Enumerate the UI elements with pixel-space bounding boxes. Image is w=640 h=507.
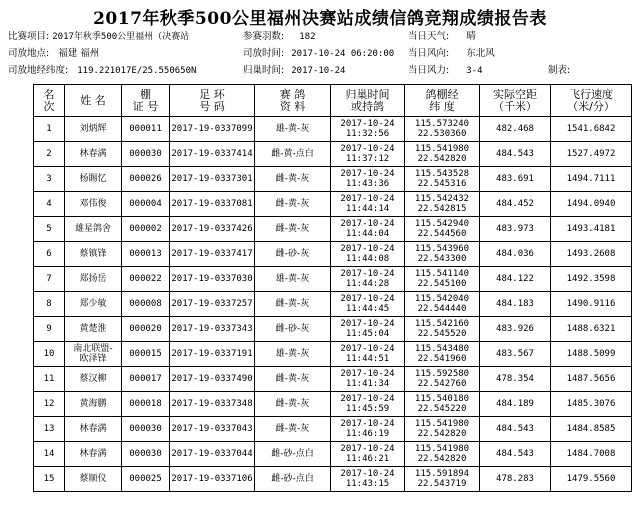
name-cell: 林春满 — [65, 442, 122, 467]
loft-coordinates-cell — [405, 292, 480, 317]
ring-number-cell: 2017-19-0337301 — [170, 167, 255, 192]
table-row — [34, 167, 632, 192]
return-date: 2017-10-24 — [340, 219, 395, 229]
table-row — [34, 417, 632, 442]
speed-cell: 1494.0940 — [551, 192, 632, 217]
rank-cell: 8 — [34, 292, 65, 317]
loft-latitude: 22.542815 — [417, 204, 467, 214]
return-time — [243, 65, 345, 77]
loft-longitude: 115.542940 — [414, 219, 470, 229]
speed-cell: 1490.9116 — [551, 292, 632, 317]
speed-cell: 1494.7111 — [551, 167, 632, 192]
name-cell: 杨賜忆 — [65, 167, 122, 192]
speed-cell: 1488.6321 — [551, 317, 632, 342]
table-row — [34, 342, 632, 367]
loft-coordinates-cell — [405, 342, 480, 367]
race-item-label: 比赛项目: — [8, 31, 50, 42]
wind-direction-value: 东北风 — [466, 48, 495, 59]
loft-latitude: 22.544560 — [417, 229, 467, 239]
loft-latitude: 22.543719 — [417, 479, 467, 489]
return-date: 2017-10-24 — [340, 369, 395, 379]
loft-latitude: 22.545520 — [417, 329, 467, 339]
header-coordinates: 鸽棚经 纬 度 — [405, 85, 480, 117]
header-distance: 实际空距 （千米） — [480, 85, 551, 117]
ring-number-cell: 2017-19-0337099 — [170, 117, 255, 142]
loft-coordinates-cell — [405, 317, 480, 342]
wind-direction — [408, 48, 495, 60]
loft-longitude: 115.542160 — [414, 319, 470, 329]
loft-longitude: 115.541980 — [414, 444, 470, 454]
entries-label: 参赛羽数: — [243, 31, 285, 42]
ring-number-cell: 2017-19-0337417 — [170, 242, 255, 267]
wind-direction-label: 当日风向: — [408, 48, 450, 59]
speed-cell: 1488.5099 — [551, 342, 632, 367]
member-id-cell: 000030 — [122, 417, 170, 442]
wind-force — [408, 65, 483, 77]
distance-cell: 484.543 — [480, 417, 551, 442]
member-id-cell: 000008 — [122, 292, 170, 317]
name-cell: 邓伟俊 — [65, 192, 122, 217]
return-clock: 11:45:59 — [345, 404, 390, 414]
member-id-cell: 000013 — [122, 242, 170, 267]
loft-coordinates-cell — [405, 392, 480, 417]
return-date: 2017-10-24 — [340, 269, 395, 279]
return-date: 2017-10-24 — [340, 444, 395, 454]
name-cell: 蔡镇锋 — [65, 242, 122, 267]
entries — [243, 31, 316, 43]
table-row — [34, 317, 632, 342]
loft-longitude: 115.541980 — [414, 419, 470, 429]
return-clock: 11:44:45 — [345, 304, 390, 314]
loft-coordinates-cell — [405, 167, 480, 192]
name-cell: 雄星鸽舍 — [65, 217, 122, 242]
return-date: 2017-10-24 — [340, 319, 395, 329]
release-place-label: 司放地点: — [8, 48, 50, 59]
bird-info-cell: 雌-砂-点白 — [255, 442, 331, 467]
distance-cell: 484.036 — [480, 242, 551, 267]
release-time-label: 司放时间: — [243, 48, 285, 59]
loft-longitude: 115.591894 — [414, 469, 470, 479]
loft-latitude: 22.541960 — [417, 354, 467, 364]
return-time-cell — [331, 417, 405, 442]
table-row — [34, 467, 632, 492]
return-time-cell — [331, 367, 405, 392]
ring-number-cell: 2017-19-0337343 — [170, 317, 255, 342]
loft-coordinates-cell — [405, 417, 480, 442]
table-row — [34, 192, 632, 217]
ring-number-cell: 2017-19-0337257 — [170, 292, 255, 317]
release-time-value: 2017-10-24 06:20:00 — [291, 49, 395, 59]
return-date: 2017-10-24 — [340, 469, 395, 479]
table-row — [34, 392, 632, 417]
name-cell: 黄海鹏 — [65, 392, 122, 417]
ring-number-cell: 2017-19-0337490 — [170, 367, 255, 392]
return-time-cell — [331, 267, 405, 292]
page-title: 2017年秋季500公里福州决赛站成绩信鸽竞翔成绩报告表 — [93, 9, 547, 29]
rank-cell: 5 — [34, 217, 65, 242]
speed-cell: 1479.5560 — [551, 467, 632, 492]
release-coordinates-value: 119.221017E/25.550650N — [77, 66, 197, 76]
table-row — [34, 242, 632, 267]
return-date: 2017-10-24 — [340, 344, 395, 354]
rank-cell: 1 — [34, 117, 65, 142]
member-id-cell: 000025 — [122, 467, 170, 492]
loft-longitude: 115.540180 — [414, 394, 470, 404]
rank-cell: 10 — [34, 342, 65, 367]
member-id-cell: 000030 — [122, 142, 170, 167]
return-clock: 11:46:19 — [345, 429, 390, 439]
name-cell: 林春满 — [65, 417, 122, 442]
rank-cell: 7 — [34, 267, 65, 292]
ring-number-cell: 2017-19-0337106 — [170, 467, 255, 492]
return-clock: 11:43:15 — [345, 479, 390, 489]
return-date: 2017-10-24 — [340, 394, 395, 404]
prepared-by — [548, 65, 570, 77]
return-date: 2017-10-24 — [340, 194, 395, 204]
loft-latitude: 22.542820 — [417, 454, 467, 464]
ring-number-cell: 2017-19-0337348 — [170, 392, 255, 417]
loft-latitude: 22.542760 — [417, 379, 467, 389]
return-time-cell — [331, 142, 405, 167]
speed-cell: 1484.7008 — [551, 442, 632, 467]
loft-latitude: 22.542820 — [417, 429, 467, 439]
return-time-cell — [331, 392, 405, 417]
header-bird: 赛 鸽 资 料 — [255, 85, 331, 117]
distance-cell: 484.189 — [480, 392, 551, 417]
return-time-cell — [331, 117, 405, 142]
table-row — [34, 142, 632, 167]
ring-number-cell: 2017-19-0337426 — [170, 217, 255, 242]
header-name: 姓 名 — [65, 85, 122, 117]
ring-number-cell: 2017-19-0337414 — [170, 142, 255, 167]
header-return-time: 归巢时间 或持鸽 — [331, 85, 405, 117]
return-clock: 11:45:04 — [345, 329, 390, 339]
bird-info-cell: 雌-黄-灰 — [255, 292, 331, 317]
bird-info-cell: 雄-黄-灰 — [255, 267, 331, 292]
weather-value: 晴 — [466, 31, 476, 42]
speed-cell: 1493.2608 — [551, 242, 632, 267]
rank-cell: 3 — [34, 167, 65, 192]
return-time-cell — [331, 442, 405, 467]
speed-cell: 1541.6842 — [551, 117, 632, 142]
table-row — [34, 442, 632, 467]
distance-cell: 483.926 — [480, 317, 551, 342]
wind-force-value: 3-4 — [466, 66, 483, 76]
member-id-cell: 000030 — [122, 442, 170, 467]
ring-number-cell: 2017-19-0337191 — [170, 342, 255, 367]
bird-info-cell: 雌-黄-灰 — [255, 192, 331, 217]
member-id-cell: 000002 — [122, 217, 170, 242]
return-time-cell — [331, 217, 405, 242]
bird-info-cell: 雄-黄-灰 — [255, 342, 331, 367]
return-date: 2017-10-24 — [340, 419, 395, 429]
release-time — [243, 48, 394, 60]
member-id-cell: 000015 — [122, 342, 170, 367]
wind-force-label: 当日风力: — [408, 65, 450, 76]
member-id-cell: 000018 — [122, 392, 170, 417]
return-date: 2017-10-24 — [340, 119, 395, 129]
ring-number-cell: 2017-19-0337043 — [170, 417, 255, 442]
member-id-cell: 000011 — [122, 117, 170, 142]
bird-info-cell: 雌-黄-灰 — [255, 217, 331, 242]
bird-info-cell: 雌-黄-灰 — [255, 167, 331, 192]
return-clock: 11:41:34 — [345, 379, 390, 389]
loft-longitude: 115.543960 — [414, 244, 470, 254]
name-cell: 蔡汉柳 — [65, 367, 122, 392]
member-id-cell: 000022 — [122, 267, 170, 292]
race-item-value: 2017年秋季500公里福州（决赛站 — [52, 32, 190, 42]
loft-coordinates-cell — [405, 192, 480, 217]
return-date: 2017-10-24 — [340, 169, 395, 179]
loft-latitude: 22.545100 — [417, 279, 467, 289]
return-time-cell — [331, 467, 405, 492]
rank-cell: 13 — [34, 417, 65, 442]
loft-longitude: 115.542432 — [414, 194, 470, 204]
rank-cell: 14 — [34, 442, 65, 467]
header-row — [34, 85, 632, 117]
header-member: 棚 证 号 — [122, 85, 170, 117]
name-cell: 黄楚淮 — [65, 317, 122, 342]
member-id-cell: 000004 — [122, 192, 170, 217]
distance-cell: 484.543 — [480, 442, 551, 467]
distance-cell: 483.973 — [480, 217, 551, 242]
loft-latitude: 22.543300 — [417, 254, 467, 264]
distance-cell: 483.691 — [480, 167, 551, 192]
header-ring: 足 环 号 码 — [170, 85, 255, 117]
member-id-cell: 000020 — [122, 317, 170, 342]
distance-cell: 484.122 — [480, 267, 551, 292]
member-id-cell: 000017 — [122, 367, 170, 392]
release-coordinates — [8, 65, 196, 77]
loft-latitude: 22.530360 — [417, 129, 467, 139]
bird-info-cell: 雌-砂-灰 — [255, 242, 331, 267]
release-coordinates-label: 司放地经纬度: — [8, 65, 69, 76]
loft-coordinates-cell — [405, 267, 480, 292]
speed-cell: 1487.5656 — [551, 367, 632, 392]
table-row — [34, 292, 632, 317]
loft-longitude: 115.592580 — [414, 369, 470, 379]
release-place-value: 福建 福州 — [58, 48, 100, 59]
name-line: 南北联盟- — [73, 344, 113, 354]
table-row — [34, 267, 632, 292]
ring-number-cell: 2017-19-0337044 — [170, 442, 255, 467]
loft-longitude: 115.543480 — [414, 344, 470, 354]
loft-coordinates-cell — [405, 142, 480, 167]
header-speed: 飞行速度 （米/分） — [551, 85, 632, 117]
return-date: 2017-10-24 — [340, 294, 395, 304]
distance-cell: 484.452 — [480, 192, 551, 217]
prepared-by-label: 制表: — [548, 65, 571, 76]
distance-cell: 482.468 — [480, 117, 551, 142]
loft-latitude: 22.542820 — [417, 154, 467, 164]
return-time-cell — [331, 242, 405, 267]
results-body — [34, 117, 632, 492]
speed-cell: 1493.4181 — [551, 217, 632, 242]
distance-cell: 483.567 — [480, 342, 551, 367]
return-clock: 11:44:04 — [345, 229, 390, 239]
results-table — [33, 84, 632, 492]
rank-cell: 6 — [34, 242, 65, 267]
return-clock: 11:44:08 — [345, 254, 390, 264]
table-row — [34, 367, 632, 392]
return-time-value: 2017-10-24 — [291, 66, 346, 76]
distance-cell: 484.183 — [480, 292, 551, 317]
weather-label: 当日天气: — [408, 31, 450, 42]
loft-longitude: 115.542040 — [414, 294, 470, 304]
bird-info-cell: 雌-黄-灰 — [255, 417, 331, 442]
return-time-cell — [331, 292, 405, 317]
speed-cell: 1492.3598 — [551, 267, 632, 292]
name-cell: 郑少敏 — [65, 292, 122, 317]
loft-latitude: 22.544440 — [417, 304, 467, 314]
bird-info-cell: 雄-黄-灰 — [255, 117, 331, 142]
return-clock: 11:32:56 — [345, 129, 390, 139]
return-clock: 11:44:51 — [345, 354, 390, 364]
return-clock: 11:43:36 — [345, 179, 390, 189]
weather — [408, 31, 476, 43]
distance-cell: 478.354 — [480, 367, 551, 392]
ring-number-cell: 2017-19-0337081 — [170, 192, 255, 217]
name-line: 欧泽锋 — [79, 354, 107, 364]
loft-coordinates-cell — [405, 467, 480, 492]
speed-cell: 1527.4972 — [551, 142, 632, 167]
name-cell: 郑扬岳 — [65, 267, 122, 292]
return-clock: 11:46:21 — [345, 454, 390, 464]
return-clock: 11:44:14 — [345, 204, 390, 214]
return-time-cell — [331, 342, 405, 367]
ring-number-cell: 2017-19-0337030 — [170, 267, 255, 292]
rank-cell: 4 — [34, 192, 65, 217]
loft-coordinates-cell — [405, 442, 480, 467]
bird-info-cell: 雌-黄-点白 — [255, 142, 331, 167]
loft-longitude: 115.541980 — [414, 144, 470, 154]
return-clock: 11:37:12 — [345, 154, 390, 164]
return-date: 2017-10-24 — [340, 244, 395, 254]
release-place — [8, 48, 99, 60]
rank-cell: 11 — [34, 367, 65, 392]
loft-coordinates-cell — [405, 117, 480, 142]
distance-cell: 484.543 — [480, 142, 551, 167]
name-cell — [65, 342, 122, 367]
rank-cell: 12 — [34, 392, 65, 417]
header-rank: 名 次 — [34, 85, 65, 117]
loft-coordinates-cell — [405, 367, 480, 392]
table-row — [34, 117, 632, 142]
loft-longitude: 115.543528 — [414, 169, 470, 179]
return-clock: 11:44:28 — [345, 279, 390, 289]
speed-cell: 1485.3076 — [551, 392, 632, 417]
bird-info-cell: 雌-黄-灰 — [255, 367, 331, 392]
return-time-label: 归巢时间: — [243, 65, 285, 76]
table-row — [34, 217, 632, 242]
return-time-cell — [331, 167, 405, 192]
loft-latitude: 22.545220 — [417, 404, 467, 414]
bird-info-cell: 雌-黄-灰 — [255, 392, 331, 417]
bird-info-cell: 雌-砂-点白 — [255, 467, 331, 492]
speed-cell: 1484.8585 — [551, 417, 632, 442]
return-date: 2017-10-24 — [340, 144, 395, 154]
rank-cell: 15 — [34, 467, 65, 492]
entries-value: 182 — [299, 32, 316, 42]
rank-cell: 2 — [34, 142, 65, 167]
name-cell: 蔡顺仪 — [65, 467, 122, 492]
distance-cell: 478.283 — [480, 467, 551, 492]
loft-coordinates-cell — [405, 242, 480, 267]
race-item — [8, 31, 189, 43]
return-time-cell — [331, 317, 405, 342]
return-time-cell — [331, 192, 405, 217]
name-cell: 林春满 — [65, 142, 122, 167]
loft-coordinates-cell — [405, 217, 480, 242]
loft-longitude: 115.573240 — [414, 119, 470, 129]
rank-cell: 9 — [34, 317, 65, 342]
loft-latitude: 22.545316 — [417, 179, 467, 189]
loft-longitude: 115.541140 — [414, 269, 470, 279]
member-id-cell: 000026 — [122, 167, 170, 192]
bird-info-cell: 雌-砂-灰 — [255, 317, 331, 342]
name-cell: 刘炳辉 — [65, 117, 122, 142]
